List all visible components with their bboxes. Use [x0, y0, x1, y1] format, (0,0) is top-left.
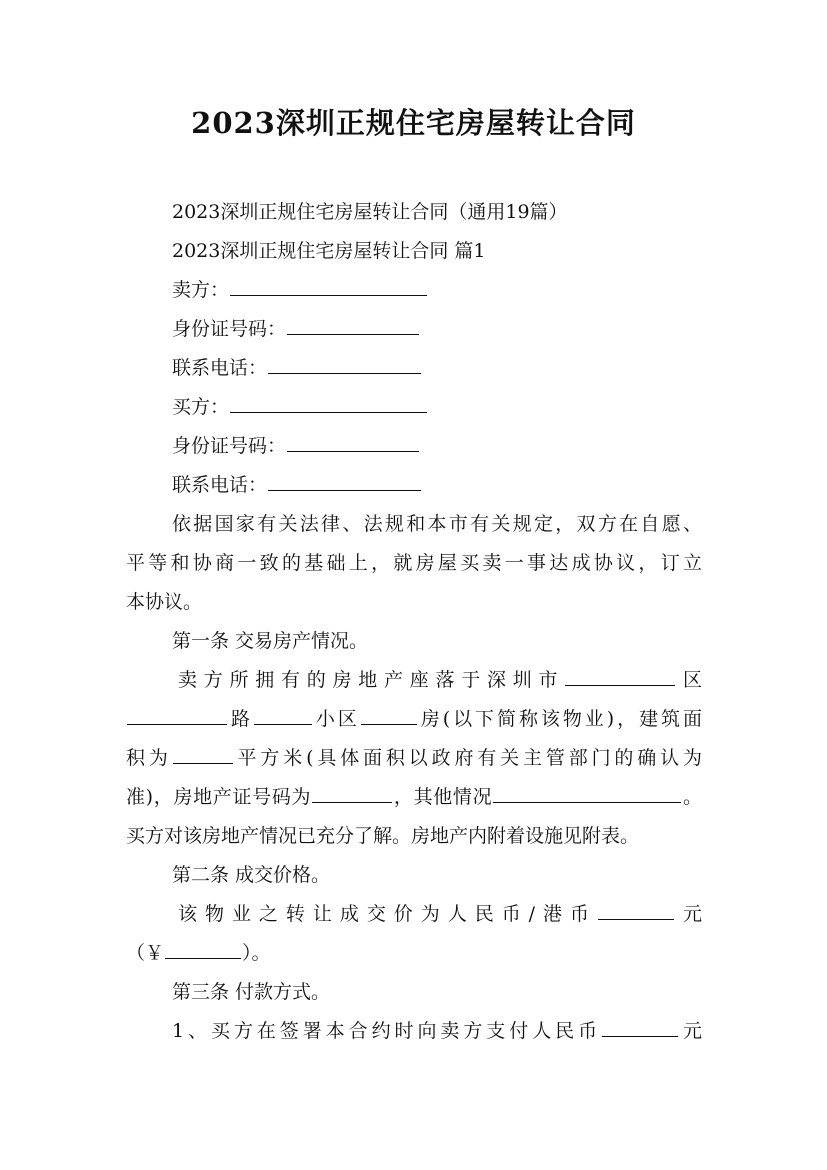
article1-text-cert-label: 准)，房地产证号码为	[126, 786, 312, 808]
road-blank	[127, 702, 227, 725]
article3-heading: 第三条 付款方式。	[172, 981, 331, 1003]
preamble-line-2: 平等和协商一致的基础上，就房屋买卖一事达成协议，订立	[126, 552, 702, 574]
article1-text-area-label: 积为	[126, 747, 172, 769]
seller-label: 卖方：	[172, 279, 230, 301]
article1-line-4	[126, 778, 702, 817]
buyer-id-blank	[287, 429, 419, 452]
article3-line-1	[126, 1012, 702, 1051]
community-blank	[254, 702, 312, 725]
area-blank	[173, 741, 233, 764]
other-blank	[493, 780, 681, 803]
seller-id-blank	[287, 312, 419, 335]
article2-line-2	[126, 934, 702, 973]
article1-text-location: 卖方所拥有的房地产座落于深圳市	[178, 669, 565, 691]
buyer-line	[126, 388, 702, 427]
article2-line-1	[126, 895, 702, 934]
article1-line-2	[126, 700, 702, 739]
buyer-id-label: 身份证号码：	[172, 435, 287, 457]
preamble-line-1: 依据国家有关法律、法规和本市有关规定，双方在自愿、	[172, 513, 702, 535]
article1-text-area-unit: 平方米(具体面积以政府有关主管部门的确认为	[233, 747, 702, 769]
seller-line	[126, 271, 702, 310]
buyer-id-line	[126, 427, 702, 466]
article1-line-1	[126, 661, 702, 700]
seller-blank	[230, 273, 427, 296]
article3-text-payment: 1、买方在签署本合约时向卖方支付人民币	[172, 1020, 602, 1042]
article1-text-room: 房(以下简称该物业)，建筑面	[417, 708, 702, 730]
article1-heading: 第一条 交易房产情况。	[172, 630, 369, 652]
document-body	[126, 193, 702, 1051]
article1-text-community: 小区	[312, 708, 360, 730]
price-blank	[598, 897, 674, 920]
room-blank	[361, 702, 417, 725]
article3-text-yuan: 元	[679, 1020, 702, 1042]
article2-text-rmb-open: （￥	[126, 942, 165, 964]
payment-blank	[602, 1014, 678, 1037]
seller-phone-label: 联系电话：	[172, 357, 268, 379]
article2-text-price: 该物业之转让成交价为人民币/港币	[178, 903, 598, 925]
article1-line-5: 买方对该房地产情况已充分了解。房地产内附着设施见附表。	[126, 825, 640, 847]
document-title: 2023深圳正规住宅房屋转让合同	[191, 106, 636, 140]
article1-line-3	[126, 739, 702, 778]
seller-phone-line	[126, 349, 702, 388]
article1-text-district: 区	[676, 669, 702, 691]
seller-phone-blank	[268, 351, 421, 374]
buyer-phone-blank	[268, 468, 421, 491]
seller-id-label: 身份证号码：	[172, 318, 287, 340]
chapter-title: 2023深圳正规住宅房屋转让合同 篇1	[172, 240, 486, 262]
collection-title: 2023深圳正规住宅房屋转让合同（通用19篇）	[172, 201, 568, 223]
buyer-blank	[230, 390, 427, 413]
rmb-amount-blank	[165, 936, 241, 959]
article2-heading: 第二条 成交价格。	[172, 864, 331, 886]
district-blank	[565, 663, 675, 686]
article1-text-road: 路	[228, 708, 253, 730]
buyer-phone-line	[126, 466, 702, 505]
seller-id-line	[126, 310, 702, 349]
buyer-label: 买方：	[172, 396, 230, 418]
certificate-blank	[312, 780, 392, 803]
article1-text-period: 。	[682, 786, 702, 808]
preamble-line-3: 本协议。	[126, 591, 203, 613]
article1-text-other-label: ，其他情况	[393, 786, 493, 808]
article2-text-rmb-close: ）。	[242, 942, 271, 964]
article2-text-yuan: 元	[675, 903, 702, 925]
buyer-phone-label: 联系电话：	[172, 474, 268, 496]
